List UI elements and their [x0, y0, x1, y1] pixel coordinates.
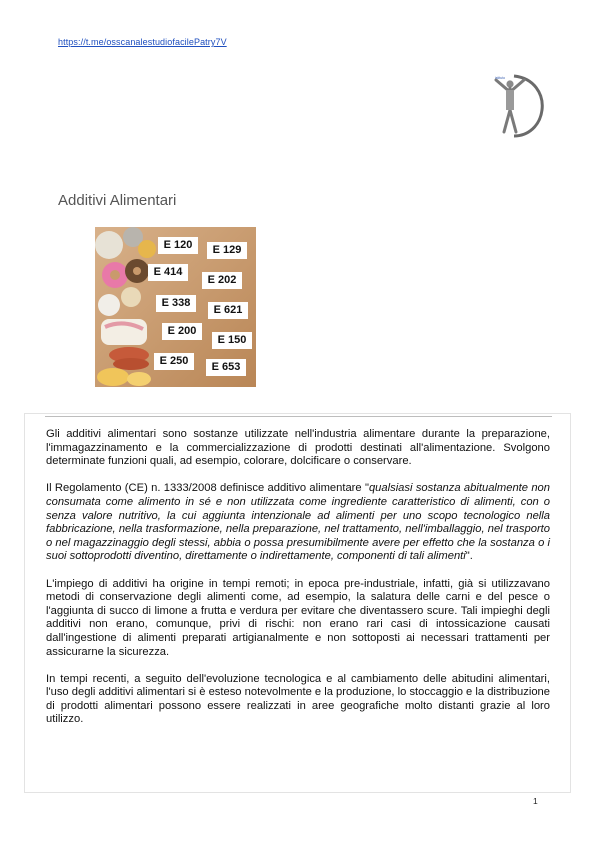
- code-label: E 200: [162, 323, 202, 340]
- code-label: E 250: [154, 353, 194, 370]
- food-additives-photo: [95, 227, 256, 387]
- regulation-quote: qualsiasi sostanza abitualmente non consumata come alimento in sé e non utilizzata come ingrediente caratteristico di alimenti, con o senza valore nutritivo, la cui aggiunta intenzionale ad alimenti per uno scopo tecnologico nella fabbricazione, nella trasformazione, nella preparazione, nel trattamento, nell'imballaggio, nel trasporto o nel magazzinaggio degli stessi, abbia o possa presumibilmente avere per effetto che la sostanza o i suoi sottoprodotti diventino, direttamente o indirettamente, componenti di tali alimenti: [46, 482, 550, 563]
- institute-logo: [486, 70, 546, 142]
- page-title: Additivi Alimentari: [58, 192, 177, 209]
- paragraph: L'impiego di additivi ha origine in tempi remoti; in epoca pre-industriale, infatti, già si utilizzavano metodi di conservazione degli alimenti come, ad esempio, la salatura delle carni e del pesce o l'aggiunta di succo di limone a frutta e verdura per evitare che diventassero scure. Tali impieghi degli additivi non erano, comunque, privi di rischi: non erano rari casi di intossicazione causati dall'ingestione di alimenti preparati artigianalmente e non sottoposti ai necessari trattamenti per assicurarne la sicurezza.: [46, 577, 550, 658]
- code-label: E 150: [212, 332, 252, 349]
- body-text: [46, 428, 550, 741]
- paragraph-outro: ".: [465, 550, 473, 563]
- code-label: E 120: [158, 237, 198, 254]
- paragraph: In tempi recenti, a seguito dell'evoluzione tecnologica e al cambiamento delle abitudini alimentari, l'uso degli additivi alimentari si è esteso notevolmente e la produzione, lo stoccaggio e la distribuzione di prodotti alimentari possono essere realizzati in aree geografiche molto distanti grazie al loro utilizzo.: [46, 672, 551, 726]
- divider: [45, 416, 552, 417]
- paragraph: Gli additivi alimentari sono sostanze utilizzate nell'industria alimentare durante la preparazione, l'immagazzinamento e la commercializzazione di prodotti destinati all'alimentazione. Svolgono determinate funzioni quali, ad esempio, colorare, dolcificare o conservare.: [46, 428, 550, 468]
- code-label: E 129: [207, 242, 247, 259]
- paragraph-intro: Il Regolamento (CE) n. 1333/2008 definisce additivo alimentare ": [46, 482, 369, 495]
- telegram-link[interactable]: https://t.me/osscanalestudiofacilePatry7V: [58, 37, 227, 47]
- page-number: 1: [533, 796, 538, 806]
- code-label: E 338: [156, 295, 196, 312]
- paragraph: [46, 482, 550, 564]
- code-label: E 621: [208, 302, 248, 319]
- code-label: E 202: [202, 272, 242, 289]
- code-label: E 653: [206, 359, 246, 376]
- code-label: E 414: [148, 264, 188, 281]
- svg-text:istituto: istituto: [495, 76, 506, 80]
